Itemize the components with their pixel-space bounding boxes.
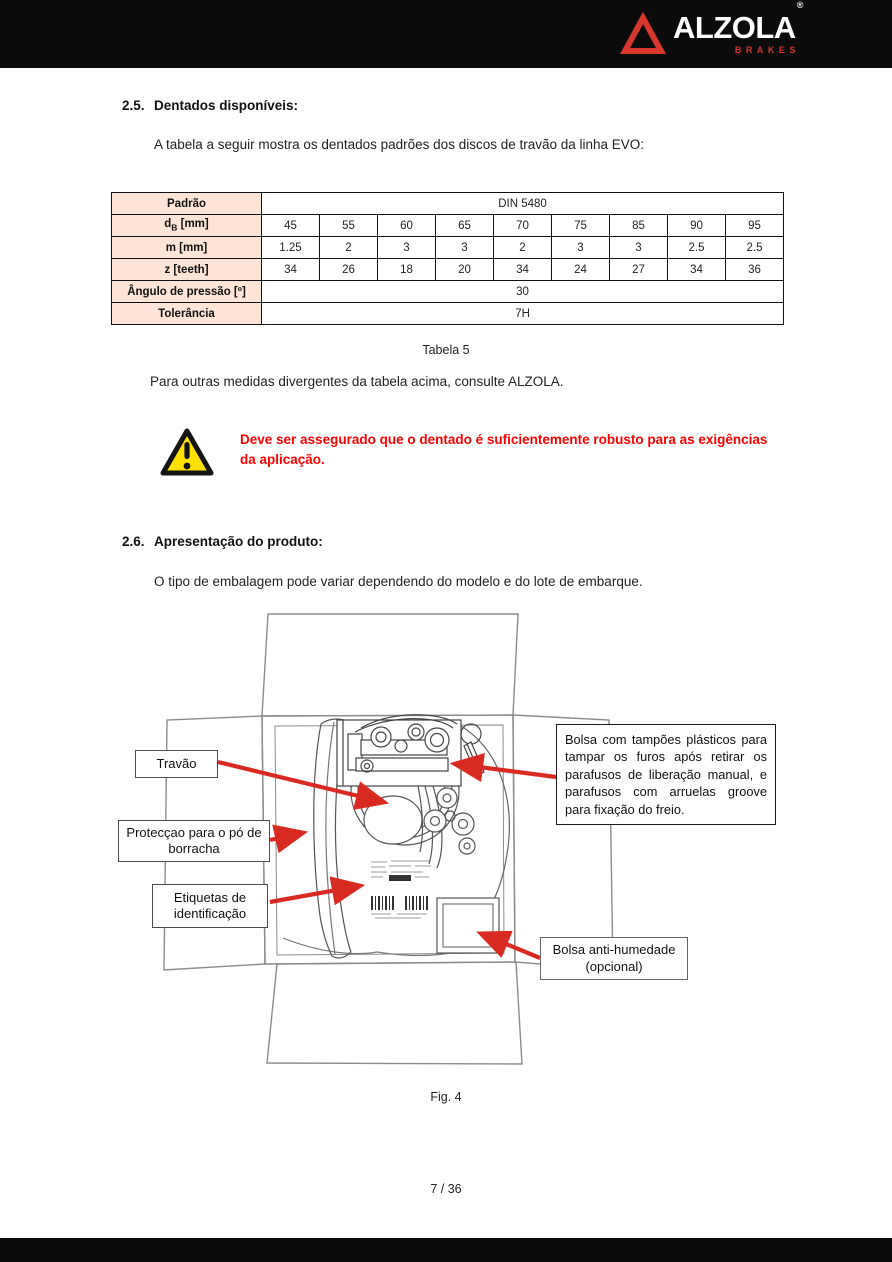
table-cell: 27 [610,259,668,281]
section-title: Dentados disponíveis: [154,98,299,113]
table-caption: Tabela 5 [422,343,470,357]
brake-drawing [283,715,509,958]
arrow-etiquetas [270,886,359,902]
table-cell: 85 [610,215,668,237]
table-row-padrao [112,193,784,215]
table-cell: DIN 5480 [262,193,784,215]
note-paragraph: Para outras medidas divergentes da tabela acima, consulte ALZOLA. [150,374,564,389]
table-cell: 20 [436,259,494,281]
table-cell: 2 [494,237,552,259]
table-cell: 90 [668,215,726,237]
figure-label-travao: Travão [135,750,218,778]
table-cell: 3 [436,237,494,259]
page-number: 7 / 36 [430,1182,462,1196]
brand-name: ALZOLA [673,10,796,45]
packaging-figure [115,606,790,1078]
table-cell: 34 [262,259,320,281]
table-cell: 7H [262,303,784,325]
section-2-5-heading [122,98,298,113]
identification-sticker [371,861,431,918]
table-row-m [112,237,784,259]
figure-caption: Fig. 4 [430,1090,462,1104]
figure-label-bolsa-anti: Bolsa anti-humedade (opcional) [540,937,688,980]
table-cell: 1.25 [262,237,320,259]
spec-table [111,192,784,325]
section-2-6-heading [122,534,323,549]
table-cell: 60 [378,215,436,237]
section-number: 2.5. [122,98,145,113]
table-cell: 55 [320,215,378,237]
arrow-bolsa-tampoes [456,764,556,777]
arrow-protecao [270,833,302,840]
table-cell: 75 [552,215,610,237]
table-cell: 65 [436,215,494,237]
warning-icon [160,427,214,477]
table-cell: 18 [378,259,436,281]
table-row-angulo [112,281,784,303]
section-number: 2.6. [122,534,145,549]
row-header-z: z [teeth] [112,259,262,281]
section-title: Apresentação do produto: [154,534,323,549]
footer-bar [0,1238,892,1262]
figure-label-etiquetas: Etiquetas de identificação [152,884,268,928]
row-header-angulo: Ângulo de pressão [º] [112,281,262,303]
section-2-6-intro: O tipo de embalagem pode variar dependendo do modelo e do lote de embarque. [154,574,643,589]
table-row-tolerancia [112,303,784,325]
table-cell: 34 [668,259,726,281]
warning-text: Deve ser assegurado que o dentado é suficientemente robusto para as exigências da aplicação. [240,432,768,467]
table-row-db [112,215,784,237]
table-cell: 45 [262,215,320,237]
row-header-m: m [mm] [112,237,262,259]
table-cell: 3 [610,237,668,259]
table-row-z [112,259,784,281]
table-cell: 2.5 [668,237,726,259]
table-cell: 30 [262,281,784,303]
table-cell: 3 [552,237,610,259]
section-2-5-intro: A tabela a seguir mostra os dentados padrões dos discos de travão da linha EVO: [154,137,645,152]
anti-humidity-bag [437,898,499,953]
figure-label-bolsa-tampoes: Bolsa com tampões plásticos para tampar os furos após retirar os parafusos de liberação manual, e parafusos com arruelas groove para fixação do freio. [556,724,776,825]
table-cell: 26 [320,259,378,281]
row-header-tolerancia: Tolerância [112,303,262,325]
table-cell: 24 [552,259,610,281]
row-header-padrao: Padrão [112,193,262,215]
brand-triangle-icon [620,12,666,56]
brand-subtitle: BRAKES [734,45,800,55]
row-header-db: $d_B$ [mm] [112,215,262,237]
table-cell: 2 [320,237,378,259]
figure-label-protecao: Protecçao para o pó de borracha [118,820,270,862]
table-cell: 3 [378,237,436,259]
table-cell: 95 [726,215,784,237]
table-cell: 2.5 [726,237,784,259]
table-cell: 70 [494,215,552,237]
registered-mark: ® [796,0,803,10]
brand-logo [620,0,803,56]
table-cell: 34 [494,259,552,281]
table-cell: 36 [726,259,784,281]
brand-wordmark [673,0,803,45]
